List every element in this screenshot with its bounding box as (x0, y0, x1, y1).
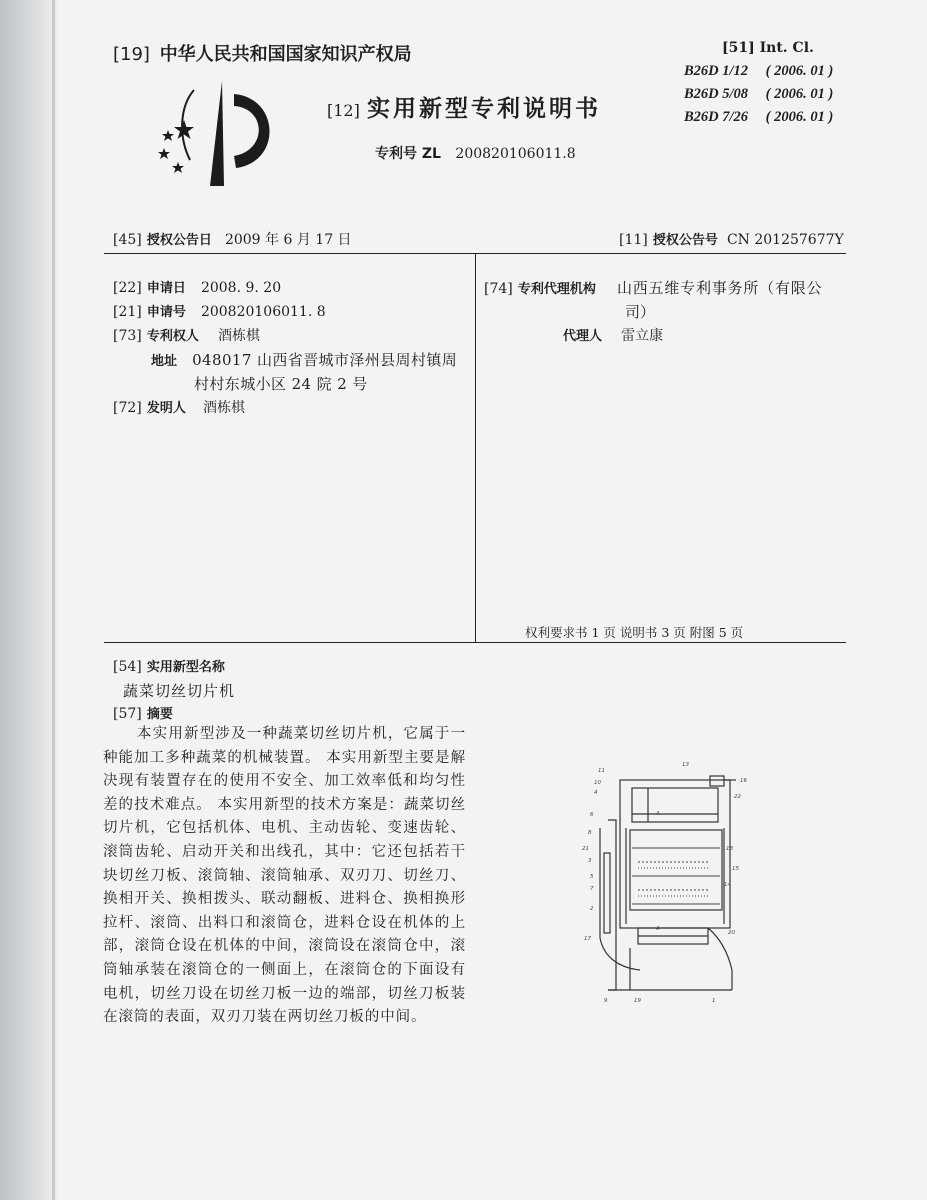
filing-date-code: [22] (113, 280, 142, 296)
application-number-row (113, 301, 326, 320)
figure-label: 7 (590, 886, 594, 892)
ipc-class: B26D 7/26 (684, 109, 749, 125)
grant-number-row (619, 229, 844, 248)
address-row (151, 349, 457, 370)
figure-label: 19 (634, 998, 641, 1004)
address-label: 地址 (151, 354, 178, 369)
figure-label: 6 (590, 812, 594, 818)
inventor-row (113, 397, 245, 417)
agent-row (563, 325, 663, 345)
abstract-label: 摘要 (146, 707, 173, 722)
figure-label: 15 (732, 866, 739, 872)
agency-code: [74] (484, 281, 513, 297)
agency-line-2: 司） (625, 303, 656, 321)
ipc-class: B26D 1/12 (684, 63, 749, 79)
agent: 雷立康 (621, 328, 664, 344)
doc-type-line (327, 90, 601, 123)
grant-date-row (113, 229, 352, 249)
figure-label: 22 (734, 794, 741, 800)
sipo-emblem-icon (150, 76, 285, 196)
ipc-version: ( 2006. 01 ) (765, 86, 834, 102)
grant-number-label: 授权公告号 (652, 233, 718, 248)
application-number-code: [21] (113, 304, 142, 320)
figure-label: 20 (728, 930, 735, 936)
figure-label: 8 (588, 830, 592, 836)
figure-label: 3 (588, 858, 592, 864)
figure-label: 18 (726, 846, 733, 852)
agency-label: 专利代理机构 (517, 282, 596, 297)
patent-number-label: 专利号 ZL (375, 146, 441, 162)
binding-shadow (0, 0, 58, 1200)
patent-number-line (375, 143, 576, 163)
address-line-2: 村村东城小区 24 院 2 号 (194, 375, 368, 393)
figure-label: 4 (594, 790, 598, 796)
office-line (113, 40, 412, 66)
doc-type-code: [12] (327, 101, 360, 120)
filing-date-row (113, 277, 281, 296)
ipc-row (684, 86, 833, 103)
grant-date: 2009 年 6 月 17 日 (224, 232, 352, 248)
agency-row (484, 277, 822, 298)
binding-edge (52, 0, 55, 1200)
utility-model-title: 蔬菜切丝切片机 (123, 682, 236, 700)
rule-bottom (104, 642, 846, 643)
figure-label: 21 (582, 846, 589, 852)
figure-label: 1 (712, 998, 716, 1004)
figure-label: A (656, 926, 660, 932)
patentee: 酒栋棋 (217, 328, 260, 344)
figure-label: 2 (590, 906, 594, 912)
application-number: 200820106011. 8 (200, 304, 326, 320)
grant-date-label: 授权公告日 (146, 233, 212, 248)
patentee-code: [73] (113, 328, 142, 344)
figure-label: 16 (740, 778, 747, 784)
figure-label: A (656, 811, 660, 817)
agent-label: 代理人 (563, 329, 603, 344)
abstract-code: [57] (113, 706, 142, 722)
abstract-text: 本实用新型涉及一种蔬菜切丝切片机，它属于一种能加工多种蔬菜的机械装置。 本实用新型主要是解决现有装置存在的使用不安全、加工效率低和均匀性差的技术难点。 本实用新型的技术方案是：蔬菜切丝切片机，它包括机体、电机、主动齿轮、变速齿轮、滚筒齿轮、启动开关和出线孔，其中：它还包括若干块切丝刀板、滚筒轴、滚筒轴承、双刃刀、切丝刀、换相开关、换相拨头、联动翻板、进料仓、换相换形拉杆、滚筒、出料口和滚筒仓，进料仓设在机体的上部，滚筒仓设在机体的中间，滚筒设在滚筒仓中，滚筒轴承装在滚筒仓的一侧面上，在滚筒仓的下面设有电机，切丝刀设在切丝刀板一边的端部，切丝刀板装在滚筒的表面，双刃刀装在两切丝刀板的中间。 (103, 726, 466, 1026)
ipc-version: ( 2006. 01 ) (765, 63, 834, 79)
office-code: [19] (113, 44, 150, 65)
grant-number: CN 201257677Y (726, 232, 844, 248)
doc-type-title: 实用新型专利说明书 (366, 96, 601, 122)
figure-label: 5 (590, 874, 594, 880)
figure-label: 11 (598, 768, 605, 774)
ipc-version: ( 2006. 01 ) (765, 109, 834, 125)
ipc-row (684, 109, 833, 126)
address-line-1: 048017 山西省晋城市泽州县周村镇周 (192, 351, 458, 369)
inventor: 酒栋棋 (202, 400, 245, 416)
figure-label: 17 (584, 936, 591, 942)
abstract-heading (113, 703, 173, 722)
utility-model-name-code: [54] (113, 659, 142, 675)
rule-vertical (475, 254, 476, 642)
patentee-label: 专利权人 (146, 329, 199, 344)
filing-date-label: 申请日 (146, 281, 186, 296)
grant-date-code: [45] (113, 232, 142, 248)
inventor-code: [72] (113, 400, 142, 416)
inventor-label: 发明人 (146, 401, 186, 416)
figure-label: 9 (604, 998, 608, 1004)
figure-label: 10 (594, 780, 601, 786)
figure-label: 14 (724, 882, 731, 888)
filing-date: 2008. 9. 20 (200, 280, 282, 296)
page-count: 权利要求书 1 页 说明书 3 页 附图 5 页 (525, 625, 744, 640)
application-number-label: 申请号 (146, 305, 186, 320)
utility-model-name-row (113, 656, 225, 675)
patentee-row (113, 325, 260, 345)
machine-body (620, 780, 730, 928)
abstract-body (103, 723, 466, 1030)
machine-drawing (560, 758, 760, 1008)
utility-model-name-label: 实用新型名称 (146, 660, 225, 675)
drum-chamber (630, 830, 722, 910)
patent-number: 200820106011.8 (455, 146, 576, 162)
ipc-class: B26D 5/08 (684, 86, 749, 102)
office-name: 中华人民共和国国家知识产权局 (159, 44, 412, 65)
ipc-row (684, 63, 833, 80)
ipc-heading: [51] Int. Cl. (722, 40, 814, 56)
figure-label: 13 (682, 762, 689, 768)
feed-hopper (632, 788, 718, 822)
grant-number-code: [11] (619, 232, 648, 248)
agency-line-1: 山西五维专利事务所（有限公 (616, 279, 823, 297)
